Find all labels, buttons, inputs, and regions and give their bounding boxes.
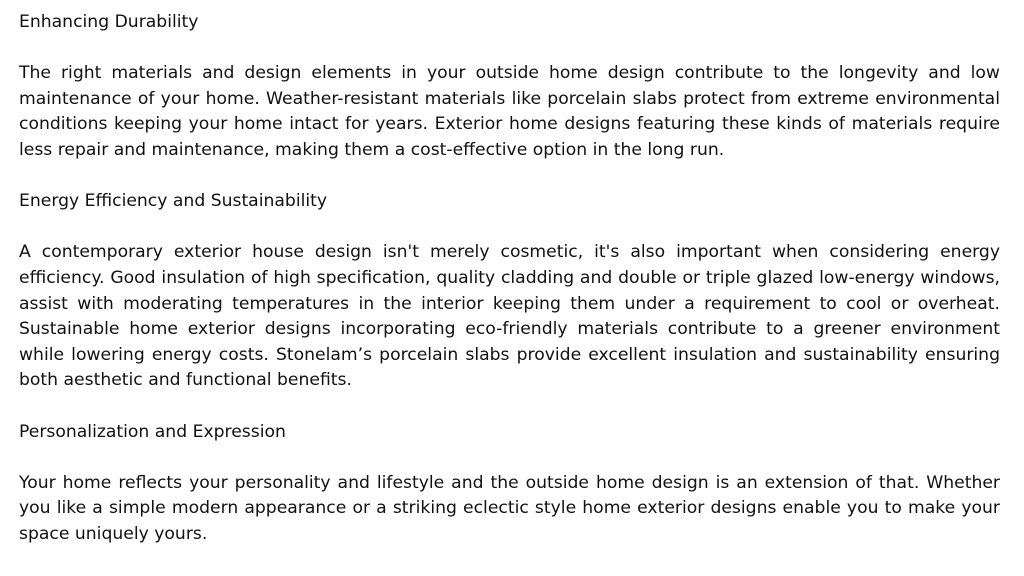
section-paragraph-personalization: Your home reflects your personality and lifestyle and the outside home design is an extension of that. Whether you like a simple modern appearance or a striking eclectic style home exterior designs enable you to make your space uniquely yours.: [19, 472, 1000, 544]
section-paragraph-energy-efficiency: A contemporary exterior house design isn't merely cosmetic, it's also important when considering energy efficiency. Good insulation of high specification, quality cladding and double or triple glazed low-energy windows, assist with moderating temperatures in the interior keeping them under a requirement to cool or overheat. Sustainable home exterior designs incorporating eco-friendly materials contribute to a greener environment while lowering energy costs. Stonelam’s porcelain slabs provide excellent insulation and sustainability ensuring both aesthetic and functional benefits.: [19, 242, 1000, 391]
section-paragraph-durability: The right materials and design elements in your outside home design contribute to the longevity and low maintenance of your home. Weather-resistant materials like porcelain slabs protect from extreme environmental conditions keeping your home intact for years. Exterior home designs featuring these kinds of materials require less repair and maintenance, making them a cost-effective option in the long run.: [19, 63, 1000, 160]
spacer: [19, 36, 1000, 62]
spacer: [19, 215, 1000, 241]
spacer: [19, 394, 1000, 420]
spacer: [19, 164, 1000, 190]
section-heading-durability: Enhancing Durability: [19, 12, 199, 32]
article-content: [19, 10, 1000, 547]
spacer: [19, 445, 1000, 471]
section-heading-personalization: Personalization and Expression: [19, 421, 286, 442]
section-heading-energy-efficiency: Energy Efficiency and Sustainability: [19, 191, 328, 212]
